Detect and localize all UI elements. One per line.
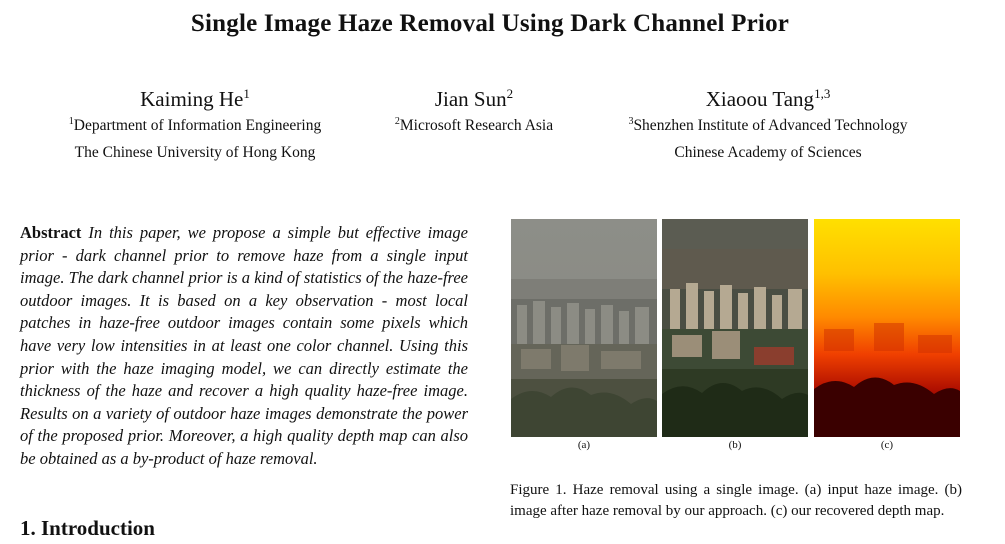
- subfigure-label-c: (c): [880, 439, 894, 451]
- author-name: Kaiming He$^1$: [140, 86, 250, 111]
- author-affiliation: The Chinese University of Hong Kong: [74, 144, 316, 161]
- author-block-tang: [598, 86, 938, 166]
- author-name: Jian Sun$^2$: [434, 86, 514, 111]
- author-affiliation: $^1$Department of Information Engineering: [68, 115, 322, 134]
- author-affiliation: $^2$Microsoft Research Asia: [394, 115, 554, 134]
- author-block-he: [40, 86, 350, 166]
- paper-title: Single Image Haze Removal Using Dark Channel Prior: [190, 10, 790, 37]
- abstract-text: In this paper, we propose a simple but effective image prior - dark channel prior to remove haze from a single input image. The dark channel prior is a kind of statistics of the haze-free outdoor images. It is based on a key observation - most local patches in haze-free outdoor images contain some pixels which have very low intensities in at least one color channel. Using this prior with the haze imaging model, we can directly estimate the thickness of the haze and recover a high quality haze-free image. Results on a variety of outdoor haze images demonstrate the power of the proposed prior. Moreover, a high quality depth map can also be obtained as a by-product of haze removal.: [20, 223, 468, 468]
- figure-image-haze: [511, 219, 657, 437]
- author-block-sun: [350, 86, 598, 139]
- author-affiliation: $^3$Shenzhen Institute of Advanced Technology: [628, 115, 908, 134]
- figure-caption: Figure 1. Haze removal using a single image. (a) input haze image. (b) image after haze removal by our approach. (c) our recovered depth map.: [510, 482, 962, 519]
- author-affiliation: Chinese Academy of Sciences: [674, 144, 862, 161]
- author-name: Xiaoou Tang$^{1,3}$: [705, 86, 831, 111]
- subfigure-label-b: (b): [728, 439, 742, 451]
- abstract: [20, 222, 468, 471]
- subfigure-label-a: (a): [577, 439, 591, 451]
- section-heading: 1. Introduction: [20, 516, 155, 540]
- figure-image-dehazed: [662, 219, 808, 437]
- abstract-label: Abstract: [20, 223, 82, 242]
- figure-image-depth: [814, 219, 960, 437]
